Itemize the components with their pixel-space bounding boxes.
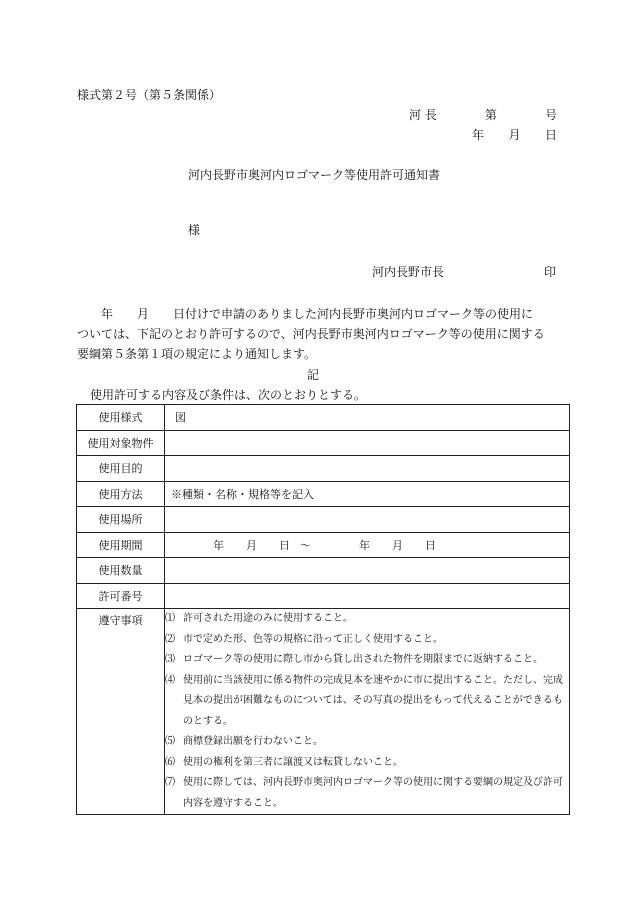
row-value: 図	[165, 405, 570, 431]
rule-text: 商標登録出願を行わないこと。	[183, 736, 323, 747]
rule-item	[165, 732, 569, 753]
row-label: 使用様式	[77, 405, 165, 431]
addressee-suffix: 様	[188, 223, 201, 237]
row-value	[165, 558, 570, 584]
period-start-year: 年	[213, 538, 224, 552]
row-label: 許可番号	[77, 583, 165, 609]
issue-number-suffix: 号	[544, 108, 557, 122]
table-row	[77, 532, 570, 558]
table-row	[77, 507, 570, 533]
issue-number-prefix: 河 長	[409, 108, 437, 122]
table-row-rules	[77, 609, 570, 815]
period-tilde: ～	[300, 538, 311, 552]
row-value	[165, 507, 570, 533]
rule-item	[165, 630, 569, 651]
rule-item	[165, 753, 569, 774]
row-value: ※種類・名称・規格等を記入	[165, 481, 570, 507]
table-row	[77, 558, 570, 584]
ki-heading: 記	[307, 368, 320, 382]
rule-number: ⑹	[165, 756, 175, 768]
period-end-day: 日	[425, 538, 436, 552]
seal-mark: 印	[544, 265, 557, 279]
row-value	[165, 430, 570, 456]
date-day: 日	[544, 128, 557, 142]
rule-number: ⑶	[165, 654, 175, 665]
rule-number: ⑺	[165, 777, 175, 788]
row-label: 使用目的	[77, 456, 165, 482]
rule-item	[165, 773, 569, 814]
rule-number: ⑷	[165, 674, 175, 686]
rule-text: 使用の権利を第三者に譲渡又は転貸しないこと。	[183, 756, 403, 768]
document-title: 河内長野市奥河内ロゴマーク等使用許可通知書	[188, 168, 441, 182]
date-year: 年	[472, 128, 485, 142]
body-text-line: ついては、下記のとおり許可するので、河内長野市奥河内ロゴマーク等の使用に関する	[77, 327, 545, 341]
period-end-year: 年	[359, 538, 370, 552]
rule-text: 市で定めた形、色等の規格に沿って正しく使用すること。	[183, 633, 443, 645]
row-label: 使用期間	[77, 532, 165, 558]
rule-item	[165, 650, 569, 671]
rule-text: 使用前に当該使用に係る物件の完成見本を速やかに市に提出すること。ただし、完成見本の提出が困難なものについては、その写真の提出をもって代えることができるものとする。	[183, 674, 563, 727]
form-number: 様式第２号（第５条関係）	[77, 88, 222, 102]
period-end-month: 月	[392, 538, 403, 552]
permit-table	[76, 404, 570, 815]
issuer-name: 河内長野市長	[372, 265, 445, 279]
period-value	[165, 532, 570, 558]
rule-text: 使用に際しては、河内長野市奥河内ロゴマーク等の使用に関する要綱の規定及び許可内容を遵守すること。	[183, 777, 563, 809]
row-value	[165, 456, 570, 482]
rules-list	[165, 609, 570, 815]
row-label: 使用方法	[77, 481, 165, 507]
rule-number: ⑴	[165, 613, 175, 624]
body-text-line: 要綱第５条第１項の規定により通知します。	[77, 347, 317, 361]
table-row	[77, 405, 570, 431]
table-row	[77, 456, 570, 482]
rule-text: 許可された用途のみに使用すること。	[183, 613, 353, 624]
rule-item	[165, 671, 569, 733]
row-label: 使用数量	[77, 558, 165, 584]
issue-number-mid: 第	[484, 108, 497, 122]
period-start-day: 日	[279, 538, 290, 552]
rule-text: ロゴマーク等の使用に際し市から貸し出された物件を期限までに返納すること。	[183, 654, 543, 665]
intro-text: 使用許可する内容及び条件は、次のとおりとする。	[90, 388, 367, 402]
row-value	[165, 583, 570, 609]
table-row	[77, 481, 570, 507]
rule-item	[165, 609, 569, 630]
rules-label: 遵守事項	[77, 609, 165, 815]
issue-number	[409, 106, 557, 123]
issue-date	[472, 126, 557, 143]
body-text-line: 年 月 日付けで申請のありました河内長野市奥河内ロゴマーク等の使用に	[77, 307, 534, 321]
table-row	[77, 430, 570, 456]
rule-number: ⑸	[165, 736, 175, 747]
period-start-month: 月	[246, 538, 257, 552]
date-month: 月	[508, 128, 521, 142]
row-label: 使用場所	[77, 507, 165, 533]
rule-number: ⑵	[165, 633, 175, 645]
table-row	[77, 583, 570, 609]
row-label: 使用対象物件	[77, 430, 165, 456]
